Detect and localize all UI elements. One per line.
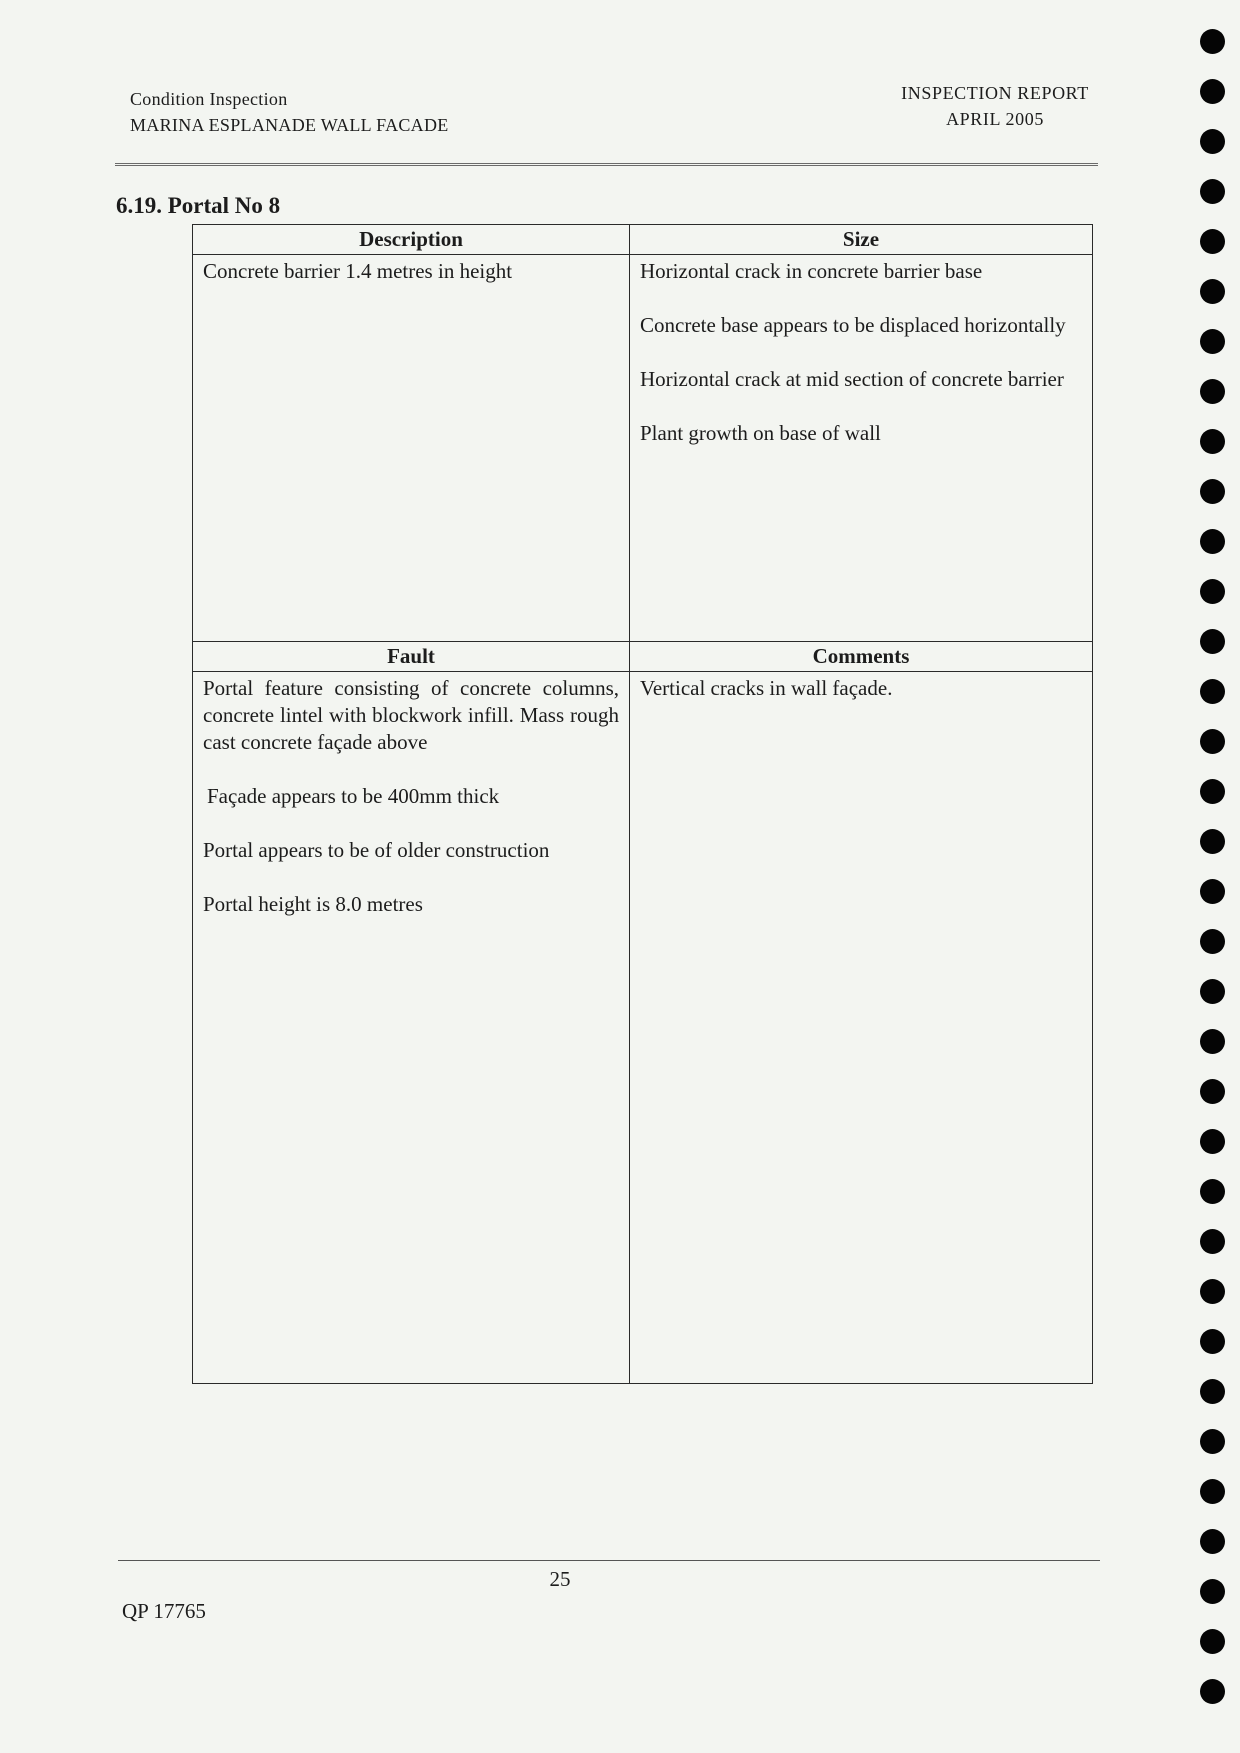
binder-hole (1200, 829, 1225, 854)
description-text: Concrete barrier 1.4 metres in height (203, 259, 513, 284)
binder-hole (1200, 979, 1225, 1004)
header-right (860, 80, 1130, 132)
size-item: Horizontal crack in concrete barrier base (640, 259, 983, 284)
binder-hole (1200, 429, 1225, 454)
size-item: Concrete base appears to be displaced horizontally (640, 313, 1066, 338)
binder-hole (1200, 629, 1225, 654)
binder-hole (1200, 1529, 1225, 1554)
comments-header: Comments (630, 641, 1093, 671)
header-report-date: APRIL 2005 (946, 109, 1044, 129)
description-cell (193, 255, 630, 642)
binder-hole (1200, 729, 1225, 754)
binder-hole (1200, 1379, 1225, 1404)
binder-hole (1200, 79, 1225, 104)
binder-hole (1200, 1179, 1225, 1204)
document-reference: QP 17765 (122, 1599, 206, 1623)
binder-hole (1200, 229, 1225, 254)
size-header: Size (630, 225, 1093, 255)
binder-hole (1200, 879, 1225, 904)
binder-hole (1200, 929, 1225, 954)
binder-hole (1200, 1479, 1225, 1504)
size-cell (630, 255, 1093, 642)
fault-item: Portal appears to be of older construction (203, 837, 550, 862)
page-number: 25 (549, 1567, 571, 1591)
inspection-table (192, 224, 1093, 1384)
size-item: Plant growth on base of wall (640, 421, 881, 446)
binder-hole (1200, 279, 1225, 304)
binder-hole (1200, 1429, 1225, 1454)
comments-cell (630, 671, 1093, 1383)
binder-hole (1200, 1129, 1225, 1154)
binder-hole (1200, 579, 1225, 604)
binder-hole (1200, 479, 1225, 504)
footer-divider (118, 1560, 1100, 1561)
header-left (130, 86, 449, 138)
binder-hole (1200, 1229, 1225, 1254)
binder-hole (1200, 179, 1225, 204)
binder-hole (1200, 379, 1225, 404)
fault-header: Fault (193, 641, 630, 671)
binder-hole (1200, 1579, 1225, 1604)
binder-hole (1200, 529, 1225, 554)
header-divider (115, 163, 1098, 166)
binder-hole (1200, 1679, 1225, 1704)
binder-hole (1200, 1279, 1225, 1304)
binder-hole (1200, 1079, 1225, 1104)
header-report-type: INSPECTION REPORT (901, 83, 1089, 103)
binder-hole (1200, 1629, 1225, 1654)
fault-item: Façade appears to be 400mm thick (207, 783, 500, 808)
binder-hole (1200, 1329, 1225, 1354)
binder-hole (1200, 679, 1225, 704)
description-header: Description (193, 225, 630, 255)
header-subtitle: Condition Inspection (130, 89, 288, 109)
fault-item: Portal height is 8.0 metres (203, 891, 423, 916)
binder-hole (1200, 129, 1225, 154)
binder-hole (1200, 329, 1225, 354)
binder-hole (1200, 1029, 1225, 1054)
fault-item: Portal feature consisting of concrete columns, concrete lintel with blockwork infill. Mass rough cast concrete façade above (203, 675, 619, 754)
size-item: Horizontal crack at mid section of concrete barrier (640, 367, 1064, 392)
comments-text: Vertical cracks in wall façade. (640, 675, 893, 700)
fault-cell (193, 671, 630, 1383)
binder-hole (1200, 29, 1225, 54)
section-title: 6.19. Portal No 8 (116, 193, 281, 218)
binder-hole (1200, 779, 1225, 804)
header-project-title: MARINA ESPLANADE WALL FACADE (130, 115, 449, 135)
